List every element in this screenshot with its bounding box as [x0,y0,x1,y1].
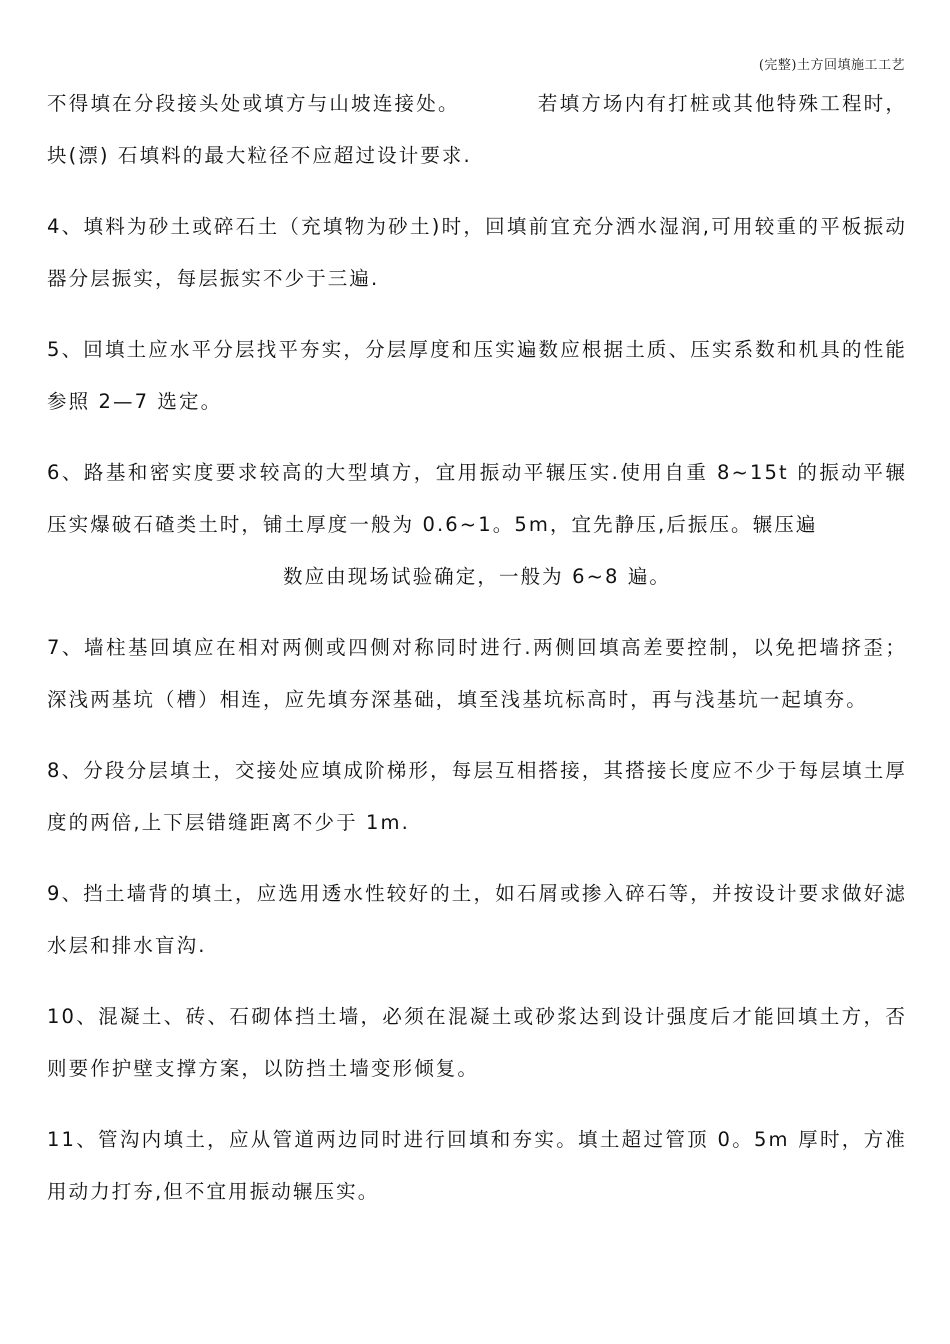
paragraph-7: 7、墙柱基回填应在相对两侧或四侧对称同时进行.两侧回填高差要控制，以免把墙挤歪；深浅两基坑（槽）相连，应先填夯深基础，填至浅基坑标高时，再与浅基坑一起填夯。 [47,636,907,711]
paragraph-4: 4、填料为砂土或碎石土（充填物为砂土)时，回填前宜充分洒水湿润,可用较重的平板振动器分层振实，每层振实不少于三遍. [47,215,907,290]
paragraph-11: 11、管沟内填土，应从管道两边同时进行回填和夯实。填土超过管顶 0。5m 厚时，方准用动力打夯,但不宜用振动辗压实。 [47,1128,907,1203]
paragraph-6-last-line: 数应由现场试验确定，一般为 6~8 遍。 [282,565,672,588]
paragraph-6 [47,447,907,603]
paragraph-6-main: 6、路基和密实度要求较高的大型填方，宜用振动平辗压实.使用自重 8~15t 的振动平辗压实爆破石碴类土时，铺土厚度一般为 0.6~1。5m，宜先静压,后振压。辗压遍 [47,461,907,536]
paragraph-5: 5、回填土应水平分层找平夯实，分层厚度和压实遍数应根据土质、压实系数和机具的性能参照 2—7 选定。 [47,338,907,413]
paragraph-continued [47,78,907,182]
page-header: (完整)土方回填施工工艺 [758,58,905,73]
paragraph-continued-part2: 若填方场内有打桩或其他特殊工程时，块(漂) 石填料的最大粒径不应超过设计要求. [47,92,907,167]
paragraph-10: 10、混凝土、砖、石砌体挡土墙，必须在混凝土或砂浆达到设计强度后才能回填土方，否则要作护壁支撑方案，以防挡土墙变形倾复。 [47,1005,907,1080]
document-body [47,78,907,1237]
paragraph-8: 8、分段分层填土，交接处应填成阶梯形，每层互相搭接，其搭接长度应不少于每层填土厚度的两倍,上下层错缝距离不少于 1m. [47,759,907,834]
paragraph-9: 9、挡土墙背的填土，应选用透水性较好的土，如石屑或掺入碎石等，并按设计要求做好滤水层和排水盲沟. [47,882,907,957]
paragraph-continued-part1: 不得填在分段接头处或填方与山坡连接处。 [47,92,460,115]
